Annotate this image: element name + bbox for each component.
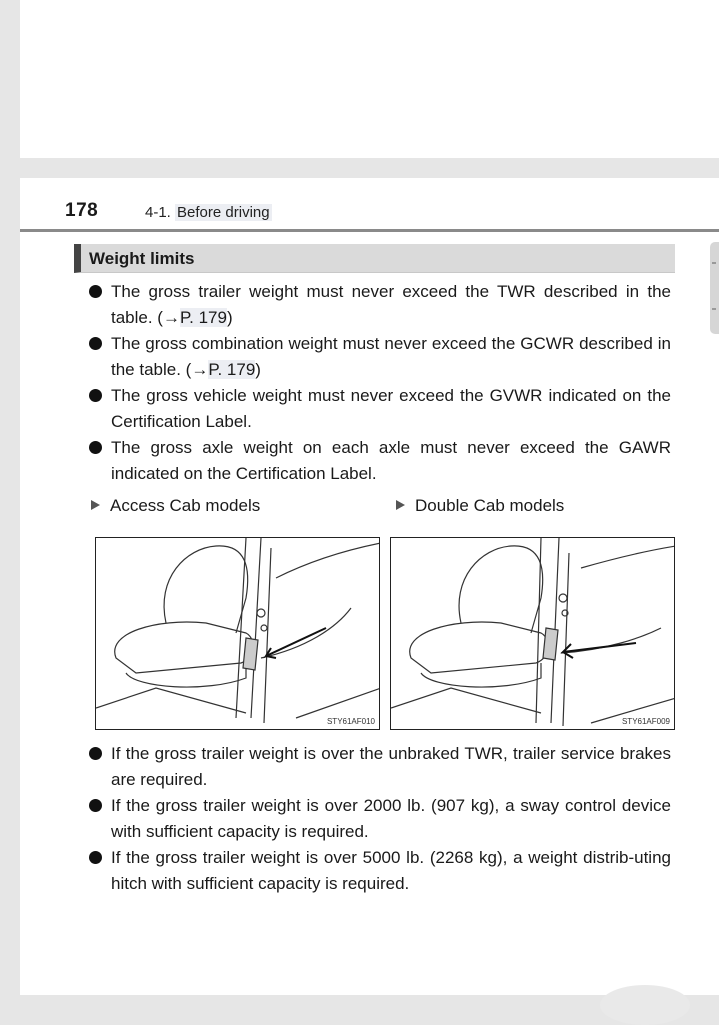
bullet-icon bbox=[89, 389, 102, 402]
bullet-icon bbox=[89, 747, 102, 760]
page-link[interactable]: P. 179 bbox=[208, 359, 256, 379]
trailer-requirements-list bbox=[89, 741, 671, 897]
section-name: Before driving bbox=[177, 204, 270, 221]
seat-door-pillar-illustration bbox=[391, 538, 675, 730]
page-number: 178 bbox=[65, 200, 99, 221]
bullet-icon bbox=[89, 851, 102, 864]
figure-label-access-cab: Access Cab models bbox=[91, 496, 260, 516]
list-item: If the gross trailer weight is over 2000 lb. (907 kg), a sway control device with sufficient capacity is required. bbox=[89, 793, 671, 844]
manual-page bbox=[20, 178, 719, 995]
bullet-icon bbox=[89, 441, 102, 454]
section-title: Weight limits bbox=[89, 249, 195, 268]
triangle-icon bbox=[91, 500, 100, 510]
breadcrumb bbox=[145, 204, 272, 221]
list-item: The gross trailer weight must never exceed the TWR described in the table. (→P. 179) bbox=[89, 279, 671, 330]
page-curl-shadow bbox=[600, 985, 690, 1025]
bullet-icon bbox=[89, 799, 102, 812]
side-index-tab bbox=[710, 242, 719, 334]
list-item: The gross axle weight on each axle must never exceed the GAWR indicated on the Certification Label. bbox=[89, 435, 671, 486]
figure-label-double-cab: Double Cab models bbox=[396, 496, 564, 516]
bullet-icon bbox=[89, 285, 102, 298]
page-link[interactable]: P. 179 bbox=[179, 307, 227, 327]
list-item: If the gross trailer weight is over 5000 lb. (2268 kg), a weight distrib-uting hitch with sufficient capacity is required. bbox=[89, 845, 671, 896]
figure-code: STY61AF009 bbox=[621, 717, 670, 726]
figure-code: STY61AF010 bbox=[326, 717, 375, 726]
list-item: If the gross trailer weight is over the unbraked TWR, trailer service brakes are required. bbox=[89, 741, 671, 792]
figure-access-cab bbox=[95, 537, 380, 730]
chapter-number: 4-1. bbox=[145, 204, 171, 221]
triangle-icon bbox=[396, 500, 405, 510]
weight-limit-list bbox=[89, 279, 671, 487]
previous-page bbox=[20, 0, 719, 158]
bullet-icon bbox=[89, 337, 102, 350]
header-divider bbox=[20, 229, 719, 232]
seat-door-pillar-illustration bbox=[96, 538, 380, 730]
list-item: The gross combination weight must never exceed the GCWR described in the table. (→P. 179) bbox=[89, 331, 671, 382]
section-heading bbox=[74, 244, 675, 273]
list-item: The gross vehicle weight must never exceed the GVWR indicated on the Certification Label. bbox=[89, 383, 671, 434]
figure-double-cab bbox=[390, 537, 675, 730]
